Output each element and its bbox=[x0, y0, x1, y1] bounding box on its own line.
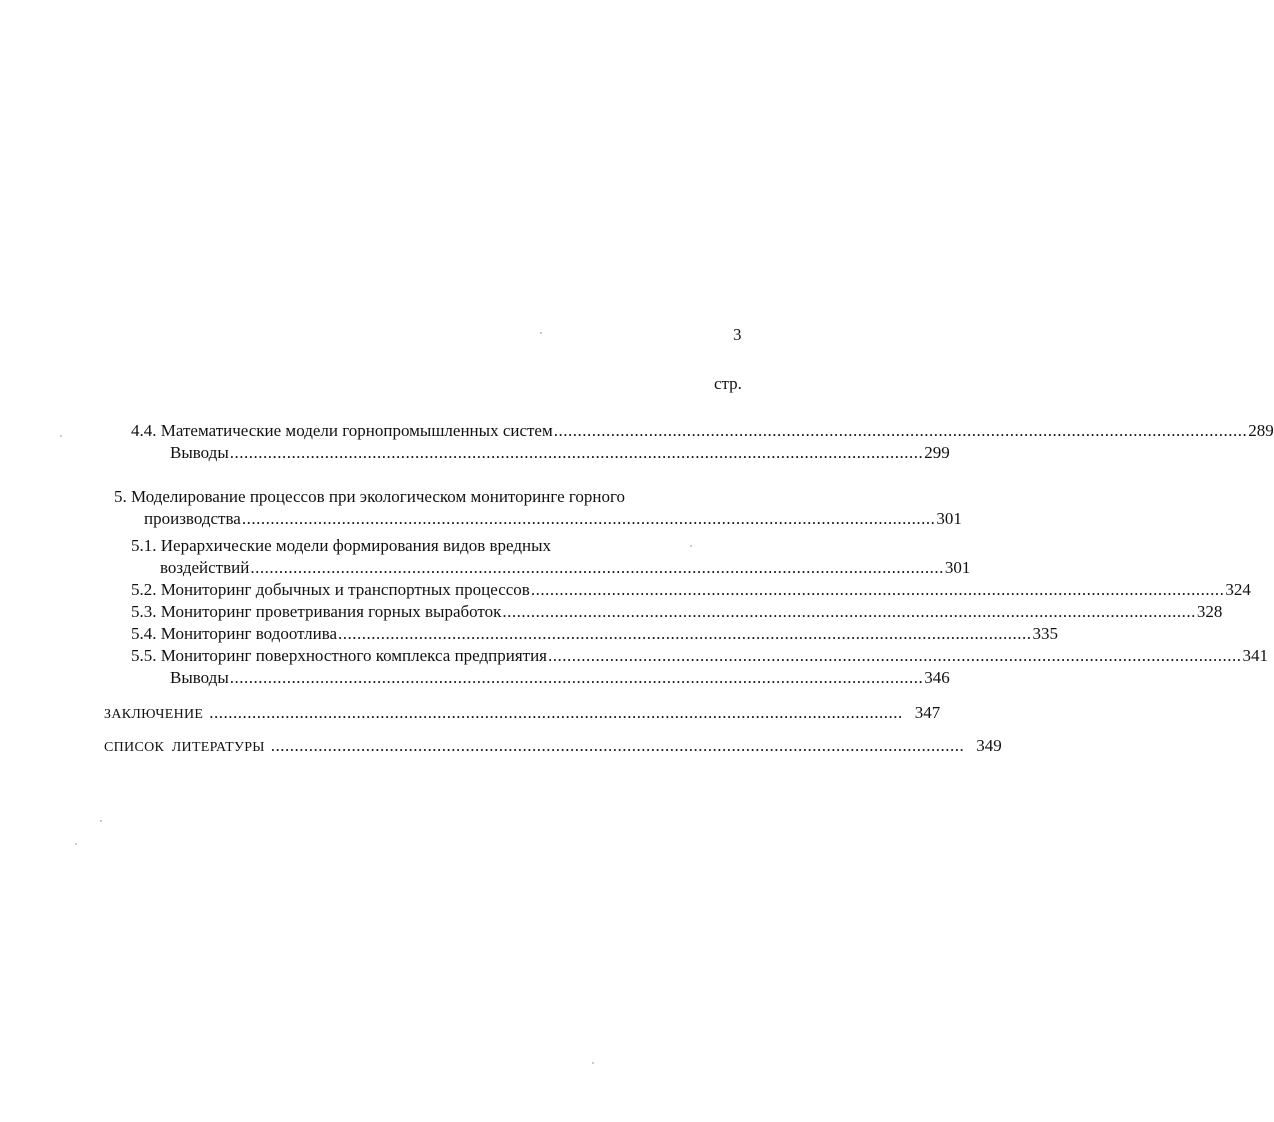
toc-entry-title: 5.3. Мониторинг проветривания горных выработок bbox=[131, 602, 502, 621]
leader-dots: .................................................................................................................................................. bbox=[270, 736, 965, 755]
toc-entry-title: Выводы bbox=[170, 443, 229, 462]
toc-entry-4-4 bbox=[131, 420, 1274, 442]
toc-entry-page: 349 bbox=[976, 736, 1002, 755]
toc-entry-title: Выводы bbox=[170, 668, 229, 687]
scan-speck bbox=[592, 1062, 594, 1064]
toc-entry-title: воздействий bbox=[160, 558, 250, 577]
toc-entry-5-1-line1: 5.1. Иерархические модели формирования видов вредных bbox=[131, 536, 552, 555]
leader-dots: .................................................................................................................................................. bbox=[229, 668, 924, 687]
leader-dots: .................................................................................................................................................. bbox=[338, 624, 1032, 643]
toc-entry-page: 301 bbox=[936, 509, 962, 528]
toc-entry-5-line1: 5. Моделирование процессов при экологическом мониторинге горного bbox=[114, 487, 626, 506]
toc-entry-page: 347 bbox=[914, 703, 941, 722]
toc-entry-5-line2 bbox=[144, 508, 962, 530]
toc-entry-page: 289 bbox=[1248, 421, 1274, 440]
scan-speck bbox=[60, 435, 62, 437]
leader-dots: .................................................................................................................................................. bbox=[530, 580, 1225, 599]
scan-speck bbox=[540, 332, 542, 334]
scan-speck bbox=[690, 545, 692, 547]
toc-entry-title: ЗАКЛЮЧЕНИЕ bbox=[104, 707, 204, 722]
toc-entry-5-4 bbox=[131, 623, 1059, 645]
toc-entry-page: 324 bbox=[1225, 580, 1251, 599]
toc-entry-title: СПИСОК ЛИТЕРАТУРЫ bbox=[104, 740, 265, 755]
toc-entry-title: 5.5. Мониторинг поверхностного комплекса предприятия bbox=[131, 646, 547, 665]
page-number: 3 bbox=[733, 325, 742, 344]
toc-entry-page: 335 bbox=[1032, 624, 1059, 643]
toc-entry-page: 346 bbox=[924, 668, 950, 687]
toc-entry-5-2 bbox=[131, 579, 1251, 601]
toc-entry-title: 5.2. Мониторинг добычных и транспортных процессов bbox=[131, 580, 530, 599]
toc-entry-title: производства bbox=[144, 509, 241, 528]
page-column-label: стр. bbox=[714, 374, 742, 393]
leader-dots: .................................................................................................................................................. bbox=[548, 646, 1242, 665]
toc-entry-conclusions-5 bbox=[170, 667, 950, 689]
toc-entry-page: 301 bbox=[944, 558, 971, 577]
toc-entry-5-3 bbox=[131, 601, 1223, 623]
toc-entry-conclusion bbox=[104, 702, 941, 726]
leader-dots: .................................................................................................................................................. bbox=[502, 602, 1196, 621]
toc-entry-5-5 bbox=[131, 645, 1268, 667]
toc-entry-page: 328 bbox=[1196, 602, 1223, 621]
scan-speck bbox=[100, 820, 102, 822]
toc-entry-page: 299 bbox=[924, 443, 950, 462]
leader-dots: .................................................................................................................................................. bbox=[250, 558, 944, 577]
leader-dots: .................................................................................................................................................. bbox=[553, 421, 1248, 440]
leader-dots: .................................................................................................................................................. bbox=[241, 509, 936, 528]
toc-entry-title: 4.4. Математические модели горнопромышленных систем bbox=[131, 421, 553, 440]
leader-dots: .................................................................................................................................................. bbox=[209, 703, 903, 722]
toc-entry-5-1-line2 bbox=[160, 557, 971, 579]
toc-entry-title: 5.4. Мониторинг водоотлива bbox=[131, 624, 338, 643]
toc-entry-bibliography bbox=[104, 735, 1002, 759]
toc-entry-conclusions-4 bbox=[170, 442, 950, 464]
leader-dots: .................................................................................................................................................. bbox=[229, 443, 924, 462]
toc-entry-page: 341 bbox=[1242, 646, 1268, 665]
scan-speck bbox=[75, 843, 77, 845]
